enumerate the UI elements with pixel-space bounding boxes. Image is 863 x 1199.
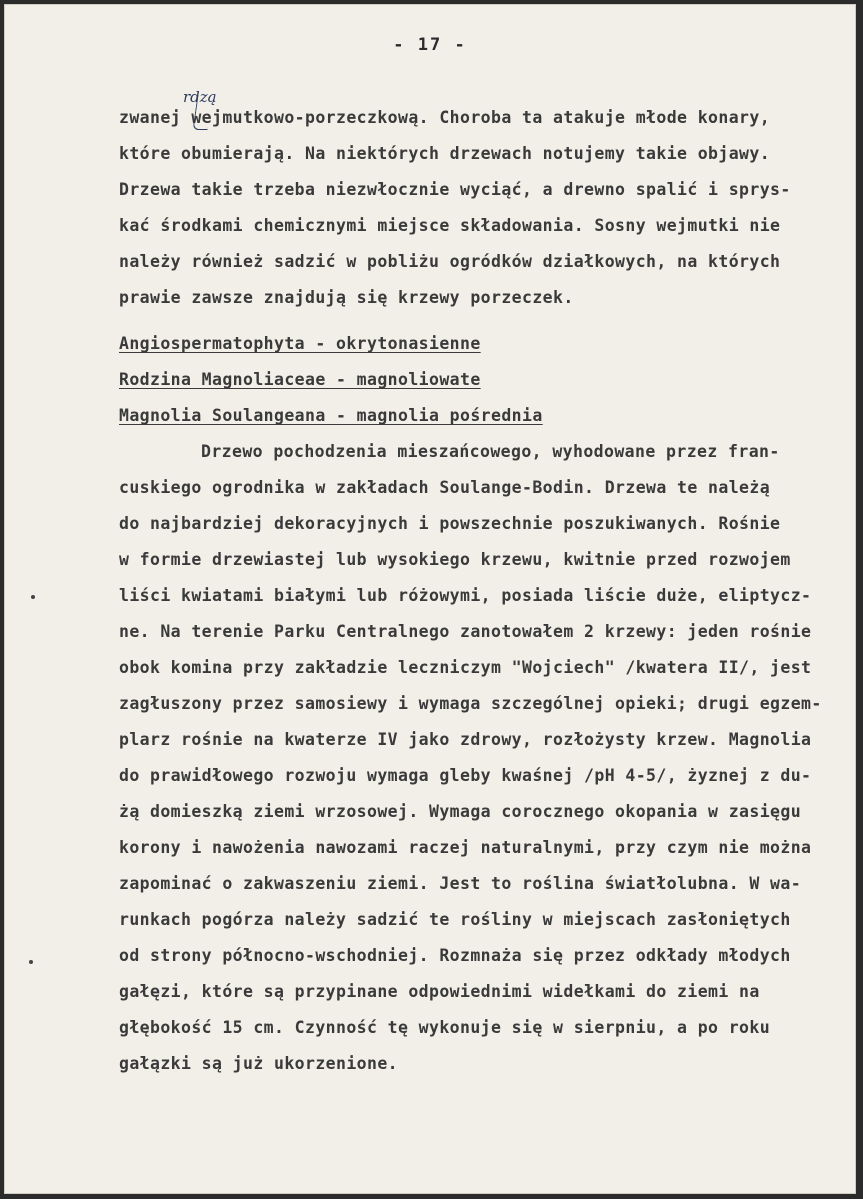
document-page (4, 4, 856, 1194)
text-line: obok komina przy zakładzie leczniczym "Wojciech" /kwatera II/, jest (119, 658, 812, 677)
margin-hole-mark (29, 960, 33, 964)
section-heading-species: Magnolia Soulangeana - magnolia pośrednia (119, 406, 543, 425)
text-line: liści kwiatami białymi lub różowymi, posiada liście duże, eliptycz- (119, 586, 812, 605)
text-line: żą domieszką ziemi wrzosowej. Wymaga corocznego okopania w zasięgu (119, 802, 802, 821)
text-line: głębokość 15 cm. Czynność tę wykonuje się w sierpniu, a po roku (119, 1018, 771, 1037)
section-heading-family: Rodzina Magnoliaceae - magnoliowate (119, 370, 481, 389)
text-line: korony i nawożenia nawozami raczej naturalnymi, przy czym nie można (119, 838, 812, 857)
text-line: kać środkami chemicznymi miejsce składowania. Sosny wejmutki nie (119, 216, 781, 235)
text-line: runkach pogórza należy sadzić te rośliny w miejscach zasłoniętych (119, 910, 791, 929)
text-line: zapominać o zakwaszeniu ziemi. Jest to roślina światłolubna. W wa- (119, 874, 802, 893)
text-line: do prawidłowego rozwoju wymaga gleby kwaśnej /pH 4-5/, żyznej z du- (119, 766, 812, 785)
text-line: ne. Na terenie Parku Centralnego zanotowałem 2 krzewy: jeden rośnie (119, 622, 812, 641)
handwritten-correction: rdzą (183, 88, 217, 106)
text-line: od strony północno-wschodniej. Rozmnaża się przez odkłady młodych (119, 946, 791, 965)
text-line: do najbardziej dekoracyjnych i powszechnie poszukiwanych. Rośnie (119, 514, 781, 533)
text-line: które obumierają. Na niektórych drzewach notujemy takie objawy. (119, 144, 771, 163)
text-line: gałązki są już ukorzenione. (119, 1054, 399, 1073)
text-line: zagłuszony przez samosiewy i wymaga szczególnej opieki; drugi egzem- (119, 694, 822, 713)
text-line: plarz rośnie na kwaterze IV jako zdrowy, rozłożysty krzew. Magnolia (119, 730, 812, 749)
text-line: w formie drzewiastej lub wysokiego krzewu, kwitnie przed rozwojem (119, 550, 791, 569)
text-line: Drzewa takie trzeba niezwłocznie wyciąć, a drewno spalić i sprys- (119, 180, 791, 199)
text-line: cuskiego ogrodnika w zakładach Soulange-Bodin. Drzewa te należą (119, 478, 771, 497)
section-heading-division: Angiospermatophyta - okrytonasienne (119, 334, 481, 353)
text-line: należy również sadzić w pobliżu ogródków działkowych, na których (119, 252, 781, 271)
text-line: gałęzi, które są przypinane odpowiednimi widełkami do ziemi na (119, 982, 760, 1001)
page-number: - 17 - (393, 35, 467, 55)
paragraph-first-line: Drzewo pochodzenia mieszańcowego, wyhodowane przez fran- (201, 442, 780, 461)
text-line: zwanej wejmutkowo-porzeczkową. Choroba ta atakuje młode konary, (119, 108, 771, 127)
margin-hole-mark (31, 595, 35, 599)
text-line: prawie zawsze znajdują się krzewy porzeczek. (119, 288, 574, 307)
